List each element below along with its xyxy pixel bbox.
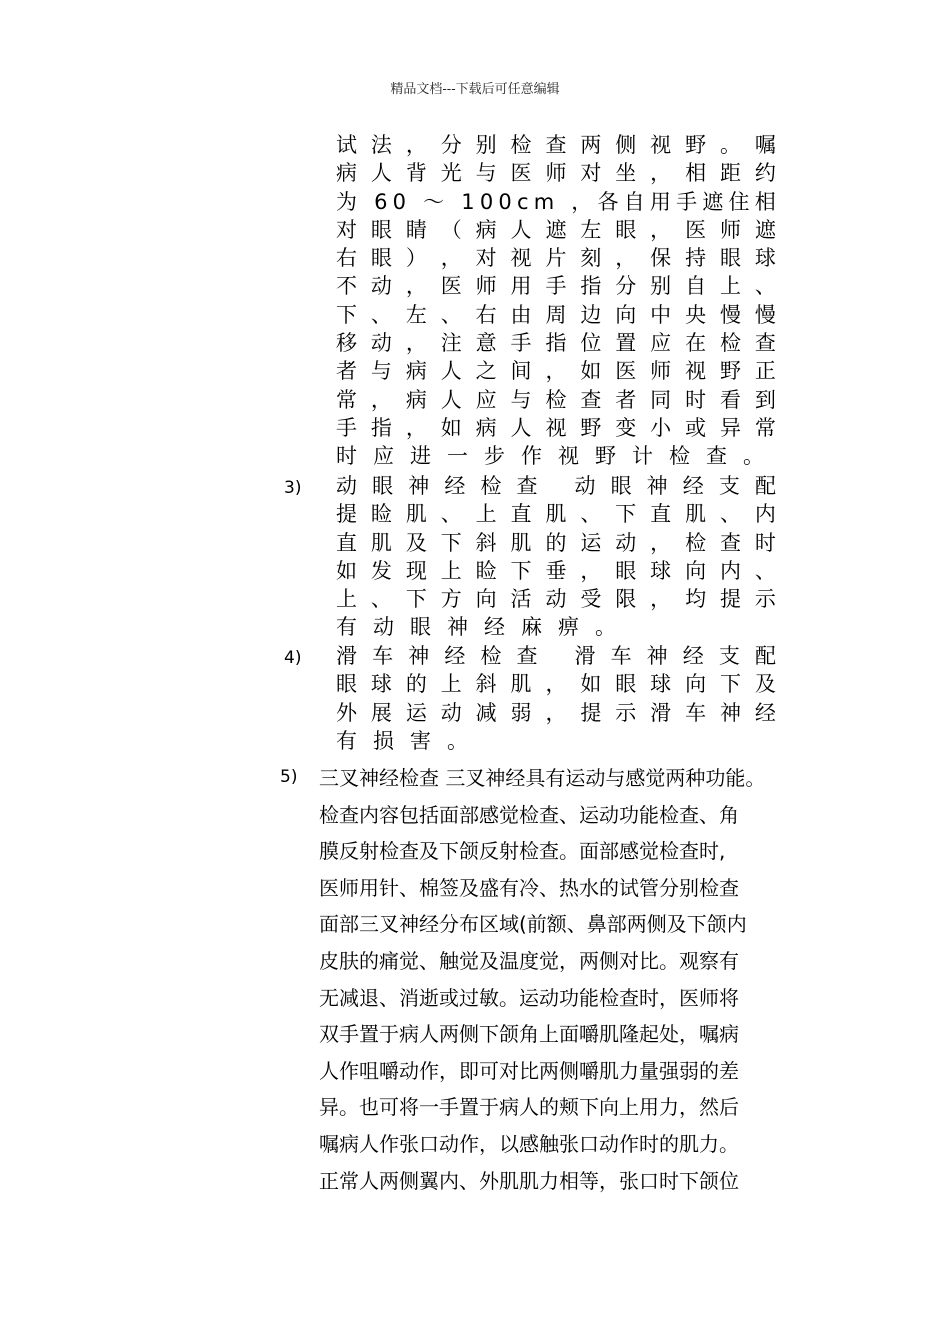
text-line: 提 睑 肌 、 上 直 肌 、 下 直 肌 、 内	[336, 502, 776, 527]
text-line: 医师用针、棉签及盛有冷、热水的试管分别检查	[319, 875, 739, 900]
text-line: 异。也可将一手置于病人的颊下向上用力，然后	[319, 1095, 739, 1120]
text-line: 对 眼 睛 （ 病 人 遮 左 眼 ， 医 师 遮	[336, 217, 776, 242]
intro-paragraph	[336, 131, 780, 471]
text-line: 有损害。	[336, 728, 484, 753]
text-line: 者 与 病 人 之 间 ， 如 医 师 视 野 正	[336, 359, 776, 384]
text-line: 面部三叉神经分布区域(前额、鼻部两侧及下颌内	[319, 912, 747, 937]
item3-paragraph	[336, 472, 776, 642]
text-line: 有动眼神经麻痹。	[336, 615, 632, 640]
item-number-5: 5)	[280, 767, 298, 787]
text-line: 膜反射检查及下颌反射检查。面部感觉检查时,	[319, 839, 726, 864]
text-line: 正常人两侧翼内、外肌肌力相等，张口时下颌位	[319, 1168, 739, 1193]
text-line: 右 眼 ） ， 对 视 片 刻 ， 保 持 眼 球	[336, 246, 776, 271]
page-header: 精品文档---下载后可任意编辑	[390, 82, 560, 97]
text-line: 嘱病人作张口动作，以感触张口动作时的肌力。	[319, 1131, 739, 1156]
item-number-3: 3)	[284, 478, 302, 498]
text-line: 双手置于病人两侧下颌角上面嚼肌隆起处，嘱病	[319, 1022, 739, 1047]
text-line: 眼 球 的 上 斜 肌 ， 如 眼 球 向 下 及	[336, 672, 776, 697]
text-line: 上 、 下 方 向 活 动 受 限 ， 均 提 示	[336, 587, 776, 612]
item4-paragraph	[336, 642, 776, 755]
text-line: 试 法 ， 分 别 检 查 两 侧 视 野 。 嘱	[336, 133, 776, 157]
text-line: 无减退、消逝或过敏。运动功能检查时，医师将	[319, 985, 739, 1010]
text-line: 三叉神经检查 三叉神经具有运动与感觉两种功能。	[319, 766, 766, 790]
item-number-4: 4)	[284, 648, 302, 668]
text-line: 不 动 ， 医 师 用 手 指 分 别 自 上 、	[336, 274, 776, 299]
text-line: 移 动 ， 注 意 手 指 位 置 应 在 检 查	[336, 331, 776, 356]
item5-paragraph	[319, 760, 819, 1199]
text-line: 滑 车 神 经 检 查 滑 车 神 经 支 配	[336, 644, 776, 668]
text-line: 皮肤的痛觉、触觉及温度觉，两侧对比。观察有	[319, 948, 739, 973]
text-line: 如 发 现 上 睑 下 垂 ， 眼 球 向 内 、	[336, 558, 776, 583]
text-line: 时应进一步作视野计检查。	[336, 444, 780, 469]
text-line: 动 眼 神 经 检 查 动 眼 神 经 支 配	[336, 474, 776, 498]
text-line: 病 人 背 光 与 医 师 对 坐 ， 相 距 约	[336, 161, 776, 186]
text-line: 检查内容包括面部感觉检查、运动功能检查、角	[319, 802, 739, 827]
text-line: 手 指 ， 如 病 人 视 野 变 小 或 异 常	[336, 415, 776, 440]
text-line: 直 肌 及 下 斜 肌 的 运 动 ， 检 查 时	[336, 530, 776, 555]
text-line: 下 、 左 、 右 由 周 边 向 中 央 慢 慢	[336, 302, 776, 327]
text-line: 为 6 0 ～ 1 0 0 c m ， 各 自 用 手 遮 住 相	[336, 189, 776, 214]
text-line: 人作咀嚼动作，即可对比两侧嚼肌力量强弱的差	[319, 1058, 739, 1083]
text-line: 外 展 运 动 减 弱 ， 提 示 滑 车 神 经	[336, 700, 776, 725]
text-line: 常 ， 病 人 应 与 检 查 者 同 时 看 到	[336, 387, 776, 412]
